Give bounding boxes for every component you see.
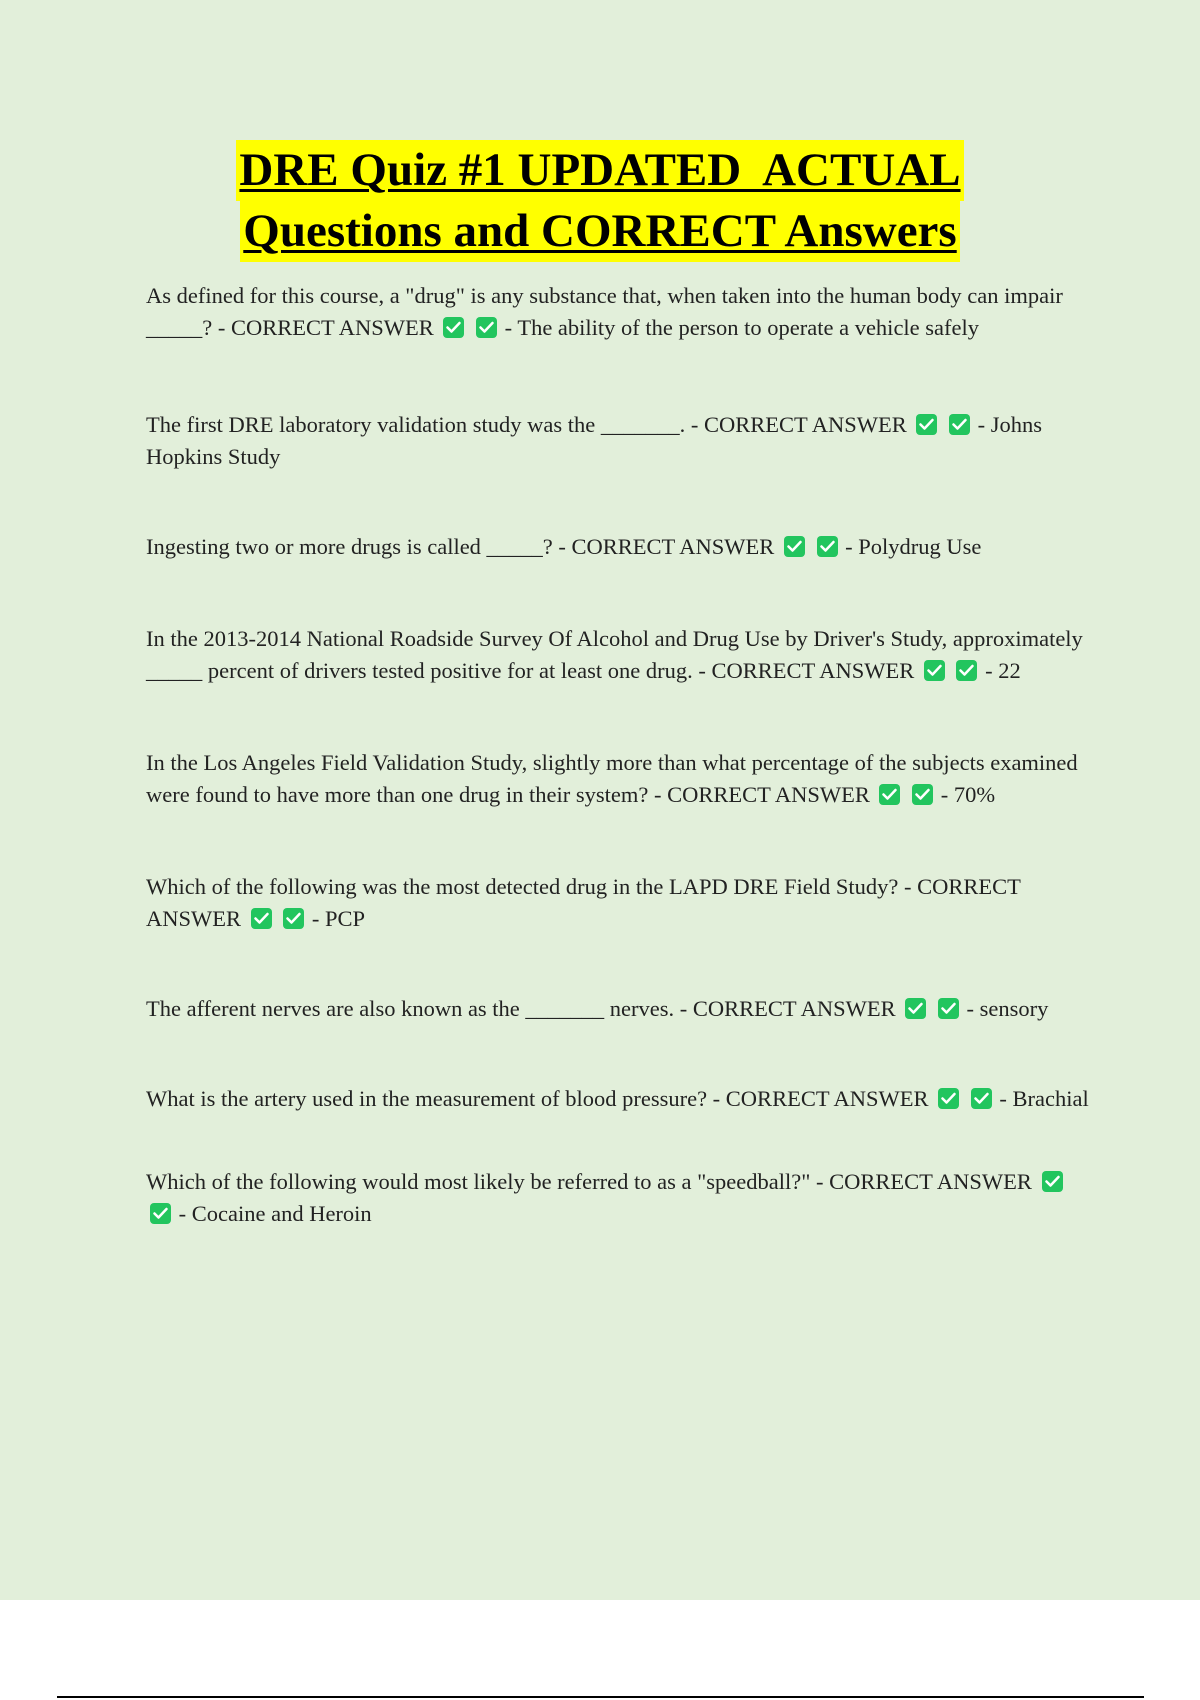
page-divider xyxy=(57,1696,1144,1698)
question-text: In the 2013-2014 National Roadside Survey Of Alcohol and Drug Use by Driver's Study, approximately _____ percent of drivers tested positive for at least one drug. - CORRECT ANSWER xyxy=(146,626,1083,683)
question-text: Which of the following was the most detected drug in the LAPD DRE Field Study? - CORRECT ANSWER xyxy=(146,874,1021,931)
question-text: The first DRE laboratory validation study was the _______. - CORRECT ANSWER xyxy=(146,412,907,437)
qa-item xyxy=(146,280,1092,344)
answer-text: - Cocaine and Heroin xyxy=(178,1201,372,1226)
check-mark-button-icon xyxy=(916,414,937,435)
check-mark-button-icon xyxy=(956,660,977,681)
check-mark-button-icon xyxy=(443,317,464,338)
check-mark-button-icon xyxy=(938,998,959,1019)
qa-item xyxy=(146,747,1092,811)
answer-text: - 22 xyxy=(985,658,1021,683)
check-mark-button-icon xyxy=(912,784,933,805)
qa-item xyxy=(146,531,1092,563)
check-mark-button-icon xyxy=(949,414,970,435)
check-mark-button-icon xyxy=(784,536,805,557)
check-mark-button-icon xyxy=(971,1088,992,1109)
answer-text: - Polydrug Use xyxy=(845,534,982,559)
qa-item xyxy=(146,623,1092,687)
title-line-1: DRE Quiz #1 UPDATED ACTUAL xyxy=(236,140,963,201)
check-mark-button-icon xyxy=(1042,1171,1063,1192)
question-text: In the Los Angeles Field Validation Study, slightly more than what percentage of the subjects examined were found to have more than one drug in their system? - CORRECT ANSWER xyxy=(146,750,1078,807)
check-mark-button-icon xyxy=(476,317,497,338)
title-line-2: Questions and CORRECT Answers xyxy=(240,201,959,262)
check-mark-button-icon xyxy=(283,908,304,929)
qa-item xyxy=(146,993,1092,1025)
answer-text: - Brachial xyxy=(999,1086,1089,1111)
check-mark-button-icon xyxy=(879,784,900,805)
page-title xyxy=(0,140,1200,262)
check-mark-button-icon xyxy=(938,1088,959,1109)
answer-text: - The ability of the person to operate a vehicle safely xyxy=(504,315,980,340)
qa-item xyxy=(146,1083,1092,1115)
answer-text: - PCP xyxy=(311,906,366,931)
check-mark-button-icon xyxy=(817,536,838,557)
check-mark-button-icon xyxy=(251,908,272,929)
question-text: As defined for this course, a "drug" is any substance that, when taken into the human body can impair _____? - CORRECT ANSWER xyxy=(146,283,1063,340)
check-mark-button-icon xyxy=(924,660,945,681)
qa-item xyxy=(146,1166,1092,1230)
check-mark-button-icon xyxy=(150,1203,171,1224)
check-mark-button-icon xyxy=(905,998,926,1019)
question-text: What is the artery used in the measurement of blood pressure? - CORRECT ANSWER xyxy=(146,1086,929,1111)
answer-text: - 70% xyxy=(940,782,996,807)
qa-list xyxy=(146,280,1092,1230)
answer-text: - Johns Hopkins Study xyxy=(146,412,1043,469)
question-text: Ingesting two or more drugs is called _____? - CORRECT ANSWER xyxy=(146,534,775,559)
question-text: Which of the following would most likely be referred to as a "speedball?" - CORRECT ANSWER xyxy=(146,1169,1032,1194)
question-text: The afferent nerves are also known as the _______ nerves. - CORRECT ANSWER xyxy=(146,996,896,1021)
answer-text: - sensory xyxy=(966,996,1049,1021)
qa-item xyxy=(146,409,1092,473)
qa-item xyxy=(146,871,1092,935)
